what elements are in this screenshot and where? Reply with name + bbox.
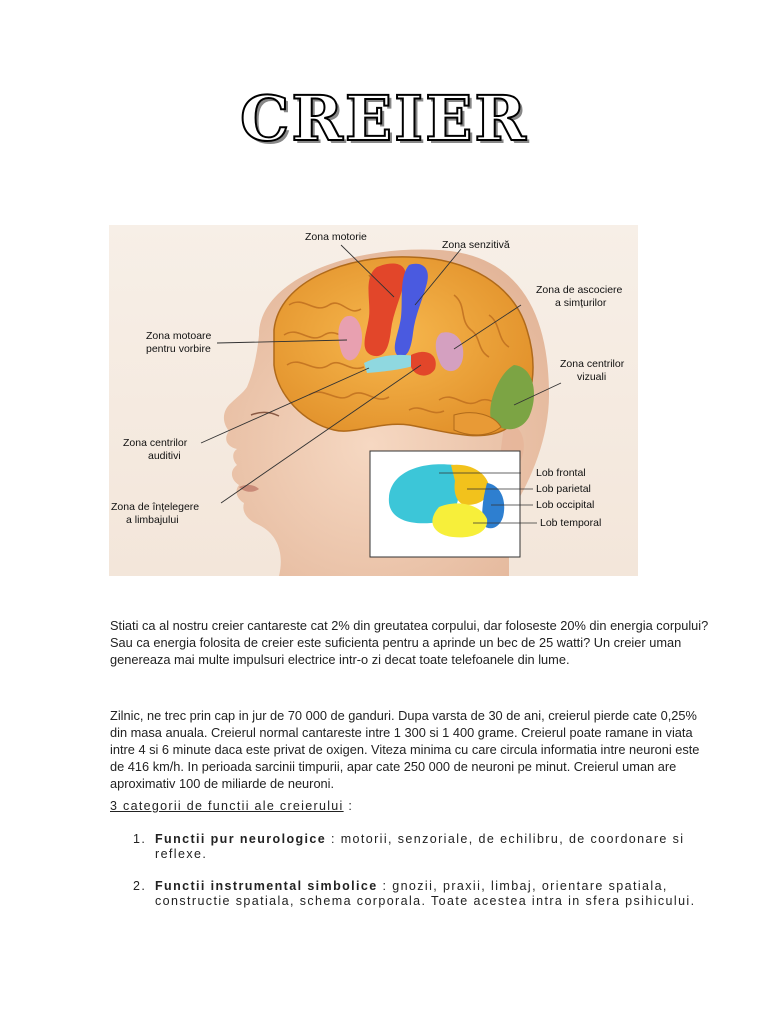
list-item-text: : motorii, senzoriale, de echilibru, de coordonare si reflexe. bbox=[155, 832, 685, 861]
categories-heading bbox=[110, 799, 353, 813]
paragraph-brain-facts: Zilnic, ne trec prin cap in jur de 70 000 de ganduri. Dupa varsta de 30 de ani, creierul pierde cate 0,25% din masa anuala. Creierul normal cantareste intre 1 300 si 1 400 grame. Creierul poate ramane in viata intre 4 si 6 minute daca este privat de oxigen. Viteza minima cu care circula informatia intre neuroni este de 416 km/h. In perioada sarcinii timpurii, apar cate 250 000 de neuroni pe minut. Creierul uman are aproximativ 100 de miliarde de neuroni. bbox=[110, 708, 700, 791]
list-item bbox=[133, 879, 703, 909]
label-parietal-lobe: Lob parietal bbox=[536, 483, 591, 495]
label-temporal-lobe: Lob temporal bbox=[540, 517, 602, 529]
label-visual-zone-2: vizuali bbox=[577, 371, 607, 383]
list-item-text: : gnozii, praxii, limbaj, orientare spatiala, constructie spatiala, schema corporala. Toate acestea intra in sfera psihicului. bbox=[155, 879, 696, 908]
label-auditory-zone-2: auditivi bbox=[148, 450, 181, 462]
label-auditory-zone: Zona centrilor bbox=[123, 437, 188, 449]
list-item-title: Functii instrumental simbolice bbox=[155, 879, 378, 893]
categories-heading-suffix: : bbox=[343, 799, 354, 813]
label-comprehension-zone-2: a limbajului bbox=[126, 514, 179, 526]
list-item bbox=[133, 832, 703, 862]
label-association-zone-2: a simțurilor bbox=[555, 297, 607, 309]
label-occipital-lobe: Lob occipital bbox=[536, 499, 595, 511]
label-association-zone: Zona de ascociere bbox=[536, 284, 623, 296]
label-frontal-lobe: Lob frontal bbox=[536, 467, 586, 479]
document-title: CREIER bbox=[240, 82, 528, 155]
list-number: 1. bbox=[133, 832, 147, 846]
label-speech-zone: Zona motoare bbox=[146, 330, 212, 342]
label-comprehension-zone: Zona de înțelegere bbox=[111, 501, 200, 513]
list-item-title: Functii pur neurologice bbox=[155, 832, 327, 846]
brain-diagram bbox=[109, 225, 638, 576]
categories-heading-text: 3 categorii de functii ale creierului bbox=[110, 799, 344, 813]
label-speech-zone-2: pentru vorbire bbox=[146, 343, 211, 355]
paragraph-brain-energy: Stiati ca al nostru creier cantareste cat 2% din greutatea corpului, dar foloseste 20% din energia corpului?Sau ca energia folosita de creier este suficienta pentru a aprinde un bec de 25 watti? Un creier uman genereaza mai multe impulsuri electrice intr-o zi decat toate telefoanele din lume. bbox=[110, 618, 709, 667]
label-sensory-zone: Zona senzitivă bbox=[442, 239, 510, 251]
label-visual-zone: Zona centrilor bbox=[560, 358, 625, 370]
comprehension-zone bbox=[411, 352, 436, 376]
label-motor-zone: Zona motorie bbox=[305, 231, 367, 243]
list-number: 2. bbox=[133, 879, 147, 893]
